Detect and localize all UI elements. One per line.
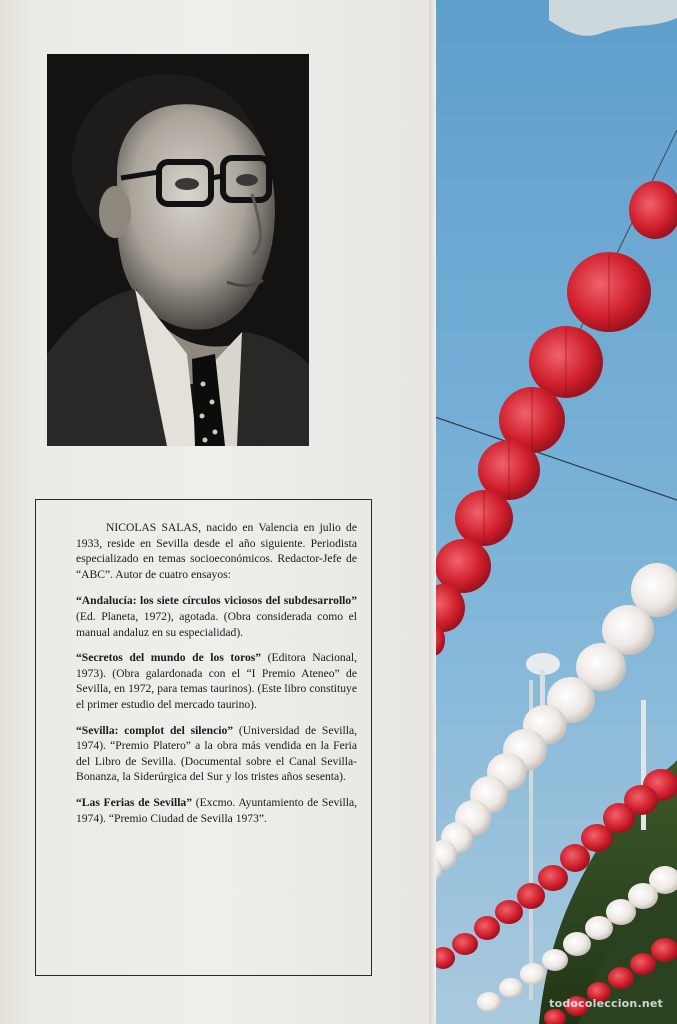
book-spine-edge xyxy=(429,0,436,1024)
bio-intro: NICOLAS SALAS, nacido en Valencia en julio de 1933, reside en Sevilla desde el año siguiente. Periodista especializado en temas socioeconómicos. Redactor-Jefe de “ABC”. Autor de cuatro ensayos: xyxy=(76,521,357,581)
work-title: “Secretos del mundo de los toros” xyxy=(76,651,262,665)
work-item xyxy=(76,723,357,785)
watermark-text: todocoleccion.net xyxy=(549,997,663,1010)
work-detail: (Universidad de Sevilla, 1974). “Premio Platero” a la obra más vendida en la Feria del Libro de Sevilla. (Documental sobre el Canal Sevilla-Bonanza, la Siderúrgica del Sur y los tristes años sesenta). xyxy=(76,723,357,784)
work-detail: (Editora Nacional, 1973). (Obra galardonada con el “I Premio Ateneo” de Sevilla, en 1972, para temas taurinos). (Este libro constituye el primer estudio del mercado taurino). xyxy=(76,651,357,711)
work-title: “Las Ferias de Sevilla” xyxy=(76,795,193,809)
work-title: “Sevilla: complot del silencio” xyxy=(76,723,234,737)
work-item xyxy=(76,593,357,640)
feria-lanterns-photo xyxy=(429,0,677,1024)
work-item xyxy=(76,650,357,712)
work-detail: (Ed. Planeta, 1972), agotada. (Obra considerada como el manual andaluz en su especialidad). xyxy=(76,609,357,639)
work-title: “Andalucía: los siete círculos viciosos del subdesarrollo” xyxy=(76,594,357,608)
author-biography-box xyxy=(35,499,372,976)
work-item xyxy=(76,795,357,826)
lanterns-illustration xyxy=(429,0,677,1024)
author-photo xyxy=(47,54,309,446)
work-detail: (Excmo. Ayuntamiento de Sevilla, 1974). “Premio Ciudad de Sevilla 1973”. xyxy=(76,795,358,825)
